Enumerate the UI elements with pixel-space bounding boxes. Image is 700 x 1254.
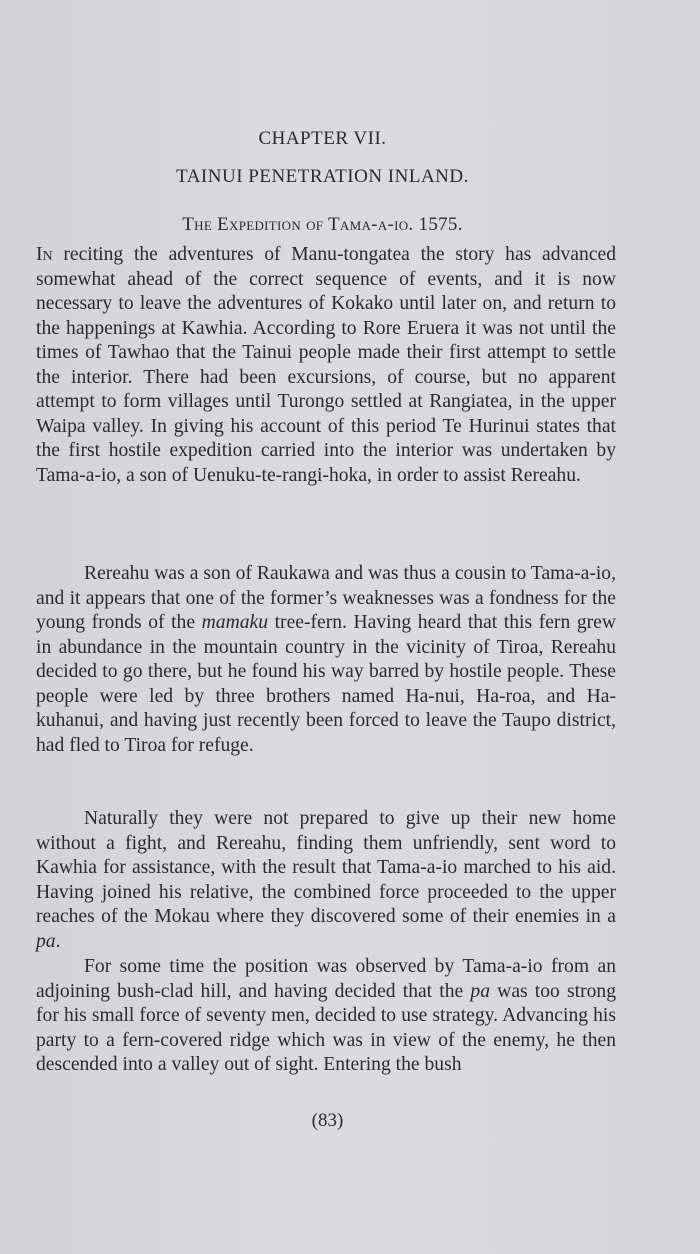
chapter-title: CHAPTER VII. (258, 128, 387, 149)
section-heading (0, 214, 645, 236)
paragraph-text: tree-fern. Having heard that this fern grew in abundance in the mountain country in the vicinity of Tiroa, Rereahu decided to go there, but he found his way barred by hostile people. These people were led by three brothers named Ha-nui, Ha-roa, and Ha-kuhanui, and having just recently been forced to leave the Taupo district, had fled to Tiroa for refuge. (36, 612, 616, 756)
chapter-subtitle: TAINUI PENETRATION INLAND. (176, 166, 469, 187)
italic-term: pa (36, 930, 56, 952)
section-heading-text: The Expedition of Tama-a-io. (182, 214, 414, 235)
italic-term: pa (470, 980, 490, 1002)
paragraph-text: . (55, 930, 61, 952)
paragraph-text: Naturally they were not prepared to give up their new home without a fight, and Rereahu, finding them unfriendly, sent word to Kawhia for assistance, with the result that Tama-a-io marched to his aid. Having joined his relative, the combined force proceeded to the upper reaches of the Mokau where they discovered some of their enemies in a (36, 808, 616, 928)
paragraph-text: Rereahu was a son of Raukawa and was thus a cousin to Tama-a-io, and it appears that one of the former’s weaknesses was a fondness for the young fronds of the (36, 563, 616, 634)
paragraph-text: reciting the adventures of Manu-tongatea the story has advanced somewhat ahead of the correct sequence of events, and it is now necessary to leave the adventures of Kokako until later on, and return to the happenings at Kawhia. According to Rore Eruera it was not until the times of Tawhao that the Tainui people made their first attempt to settle the interior. There had been excursions, of course, but no apparent attempt to form villages until Turongo settled at Rangiatea, in the upper Waipa valley. In giving his account of this period Te Hurinui states that the first hostile expedition carried into the interior was undertaken by Tama-a-io, a son of Uenuku-te-rangi-hoka, in order to assist Rereahu. (36, 244, 616, 486)
paragraph-text: For some time the position was observed by Tama-a-io from an adjoining bush-clad hill, and having decided that the (36, 956, 616, 1002)
italic-term: mamaku (201, 612, 269, 634)
paragraph-3 (36, 807, 616, 954)
page-number: (83) (311, 1110, 344, 1131)
paragraph-4 (36, 955, 616, 1078)
paragraph-lead: In (36, 244, 53, 265)
paragraph-1 (36, 243, 616, 488)
paragraph-text: was too strong for his small force of seventy men, decided to use strategy. Advancing his party to a fern-covered ridge which was in view of the enemy, he then descended into a valley out of sight. Entering the bush (36, 980, 616, 1076)
section-year: 1575. (418, 214, 463, 235)
paragraph-2 (36, 562, 616, 758)
